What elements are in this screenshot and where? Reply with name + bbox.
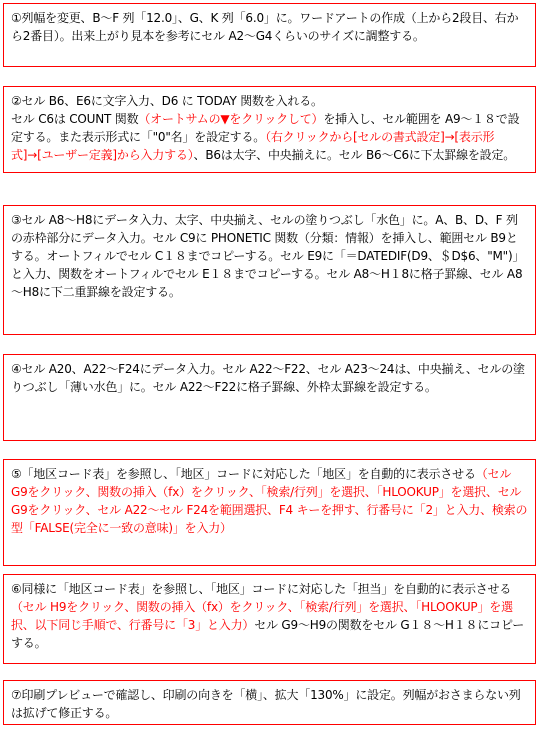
step-7-box (3, 680, 536, 725)
step-5-text-1: （セル G9をクリック、関数の挿入（fx）をクリック、「検索/行列」を選択、「HLOOKUP」を選択、セル G9をクリック、セル A22～セル F24を範囲選択、F4 キーを押す、行番号に「2」と入力、検索の型「FALSE(完全に一致の意味)」を入力） (11, 467, 528, 535)
step-5-box (3, 459, 536, 566)
step-4-text-0: ④セル A20、A22～F24にデータ入力。セル A22～F22、セル A23～24は、中央揃え、セルの塗りつぶし「薄い水色」に。セル A22～F22に格子罫線、外枠太罫線を設定する。 (11, 362, 525, 394)
step-3-box (3, 205, 536, 335)
step-6-box (3, 574, 536, 664)
step-1-text-0: ①列幅を変更、B～F 列「12.0」、G、K 列「6.0」に。ワードアートの作成（上から2段目、右から2番目）。出来上がり見本を参考にセル A2～G4くらいのサイズに調整する。 (11, 11, 519, 43)
step-6-text-0: ⑥同様に「地区コード表」を参照し、「地区」コードに対応した「担当」を自動的に表示させる (11, 582, 512, 596)
step-2-box (3, 86, 536, 173)
step-2-text-2: （オートサムの▼をクリックして） (138, 112, 324, 126)
step-2-text-1: セル C6は COUNT 関数 (11, 112, 139, 126)
step-3-text-0: ③セル A8～H8にデータ入力、太字、中央揃え、セルの塗りつぶし「水色」に。A、B、D、F 列の赤枠部分にデータ入力。セル C9に PHONETIC 関数（分類：情報）を挿入し、範囲セル B9とする。オートフィルでセル C１８までコピーする。セル E9に「＝DATEDIF(D9、＄D$6、"M")」と入力、関数をオートフィルでセル E１８までコピーする。セル A8～H１8に格子罫線、セル A8～H8に下二重罫線を設定する。 (11, 213, 525, 299)
step-6-text-1: （セル H9をクリック、関数の挿入（fx）をクリック、「検索/行列」を選択、「HLOOKUP」を選択、以下同じ手順で、行番号に「3」と入力） (11, 600, 513, 632)
step-1-box (3, 3, 536, 67)
step-2-text-5: 、B6は太字、中央揃えに。セル B6～C6に下太罫線を設定。 (193, 148, 516, 162)
step-2-text-4: （右クリックから[セルの書式設定]→[表示形式]→[ユーザー定義]から入力する） (11, 130, 495, 162)
step-2-text-0: ②セル B6、E6に文字入力、D6 に TODAY 関数を入れる。 (11, 94, 323, 108)
step-5-text-0: ⑤「地区コード表」を参照し、「地区」コードに対応した「地区」を自動的に表示させる (11, 467, 476, 481)
step-6-text-2: セル G9～H9の関数をセル G１８～H１８にコピーする。 (11, 618, 525, 650)
step-2-text-3: を挿入し、セル範囲を A9～１８で設定する。また表示形式に「"0"名」を設定する。 (11, 112, 520, 144)
step-7-text-0: ⑦印刷プレビューで確認し、印刷の向きを「横」、拡大「130%」に設定。列幅がおさまらない列は拡げて修正する。 (11, 688, 521, 720)
step-4-box (3, 354, 536, 441)
